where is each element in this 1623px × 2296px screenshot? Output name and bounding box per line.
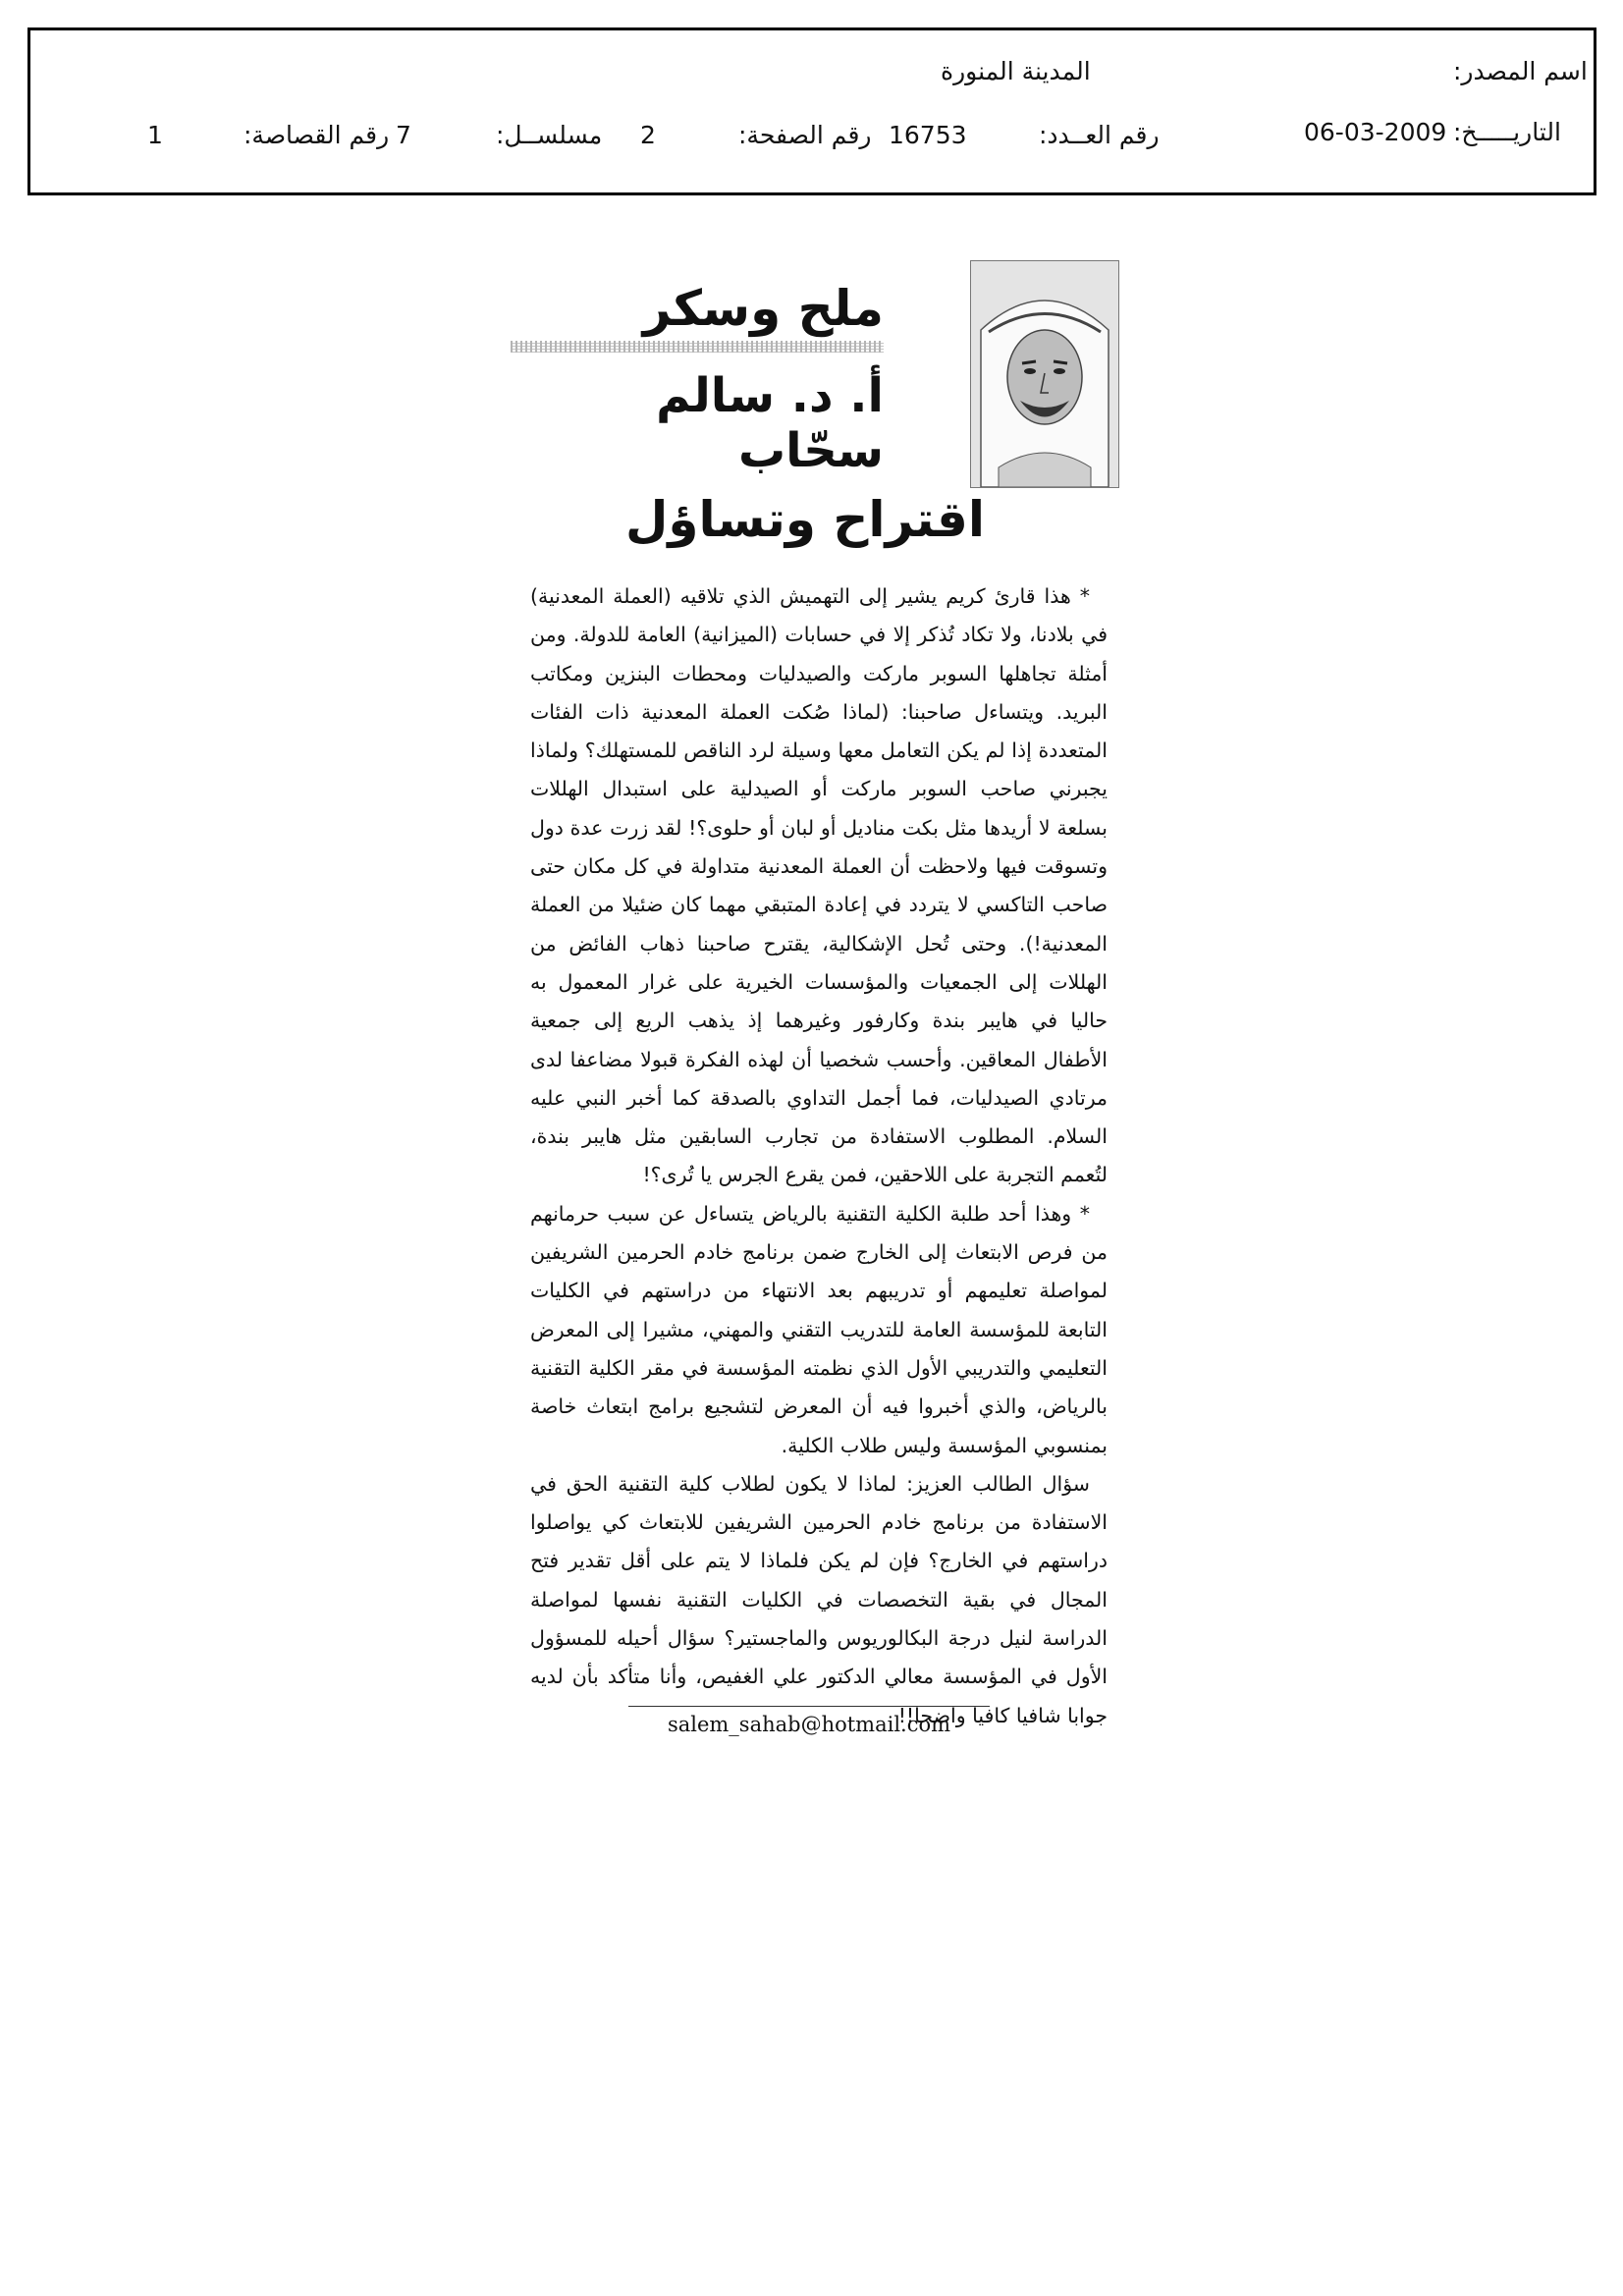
issue-value: 16753 — [889, 121, 967, 149]
serial-value: 7 — [396, 121, 411, 149]
issue-label: رقم العــدد: — [1039, 121, 1160, 149]
source-value: المدينة المنورة — [941, 57, 1091, 85]
serial-label: مسلســل: — [496, 121, 603, 149]
article-paragraph: * هذا قارئ كريم يشير إلى التهميش الذي تلاقيه (العملة المعدنية) في بلادنا، ولا تكاد تُذكر إلا في حسابات (الميزانية) العامة للدولة. ومن أمثلة تجاهلها السوبر ماركت والصيدليات ومحطات البنزين ومكاتب البريد. ويتساءل صاحبنا: (لماذا صُكت العملة المعدنية ذات الفئات المتعددة إذا لم يكن التعامل معها وسيلة لرد الناقص للمستهلك؟ ولماذا يجبرني صاحب السوبر ماركت أو الصيدلية على استبدال الهللات بسلعة لا أريدها مثل بكت مناديل أو لبان أو حلوى؟! لقد زرت عدة دول وتسوقت فيها ولاحظت أن العملة المعدنية متداولة في كل مكان حتى صاحب التاكسي لا يتردد في إعادة المتبقي مهما كان ضئيلا من العملة المعدنية!). وحتى تُحل الإشكالية، يقترح صاحبنا ذهاب الفائض من الهللات إلى الجمعيات والمؤسسات الخيرية على غرار المعمول به حاليا في هايبر بندة وكارفور وغيرهما إذ يذهب الريع إلى جمعية الأطفال المعاقين. وأحسب شخصيا أن لهذه الفكرة قبولا مضاعفا لدى مرتادي الصيدليات، فما أجمل التداوي بالصدقة كما أخبر النبي عليه السلام. المطلوب الاستفادة من تجارب السابقين مثل هايبر بندة، لتُعمم التجربة على اللاحقين، فمن يقرع الجرس يا تُرى؟! — [530, 584, 1108, 1187]
clipping-value: 1 — [147, 121, 163, 149]
date-value: 06-03-2009 — [1304, 118, 1447, 146]
decorative-dot-band — [511, 341, 884, 353]
article-paragraph: * وهذا أحد طلبة الكلية التقنية بالرياض يتساءل عن سبب حرمانهم من فرص الابتعاث إلى الخارج ضمن برنامج خادم الحرمين الشريفين لمواصلة تعليمهم أو تدريبهم بعد الانتهاء من دراستهم في الكليات التابعة للمؤسسة العامة للتدريب التقني والمهني، مشيرا إلى المعرض التعليمي والتدريبي الأول الذي نظمته المؤسسة في مقر الكلية التقنية بالرياض، والذي أخبروا فيه أن المعرض لتشجيع برامج ابتعاث خاصة بمنسوبي المؤسسة وليس طلاب الكلية. — [530, 1201, 1108, 1457]
page-value: 2 — [640, 121, 656, 149]
author-photo — [970, 260, 1119, 488]
signature-divider — [628, 1706, 990, 1707]
clipping-info-box — [27, 27, 1596, 195]
article-title: اقتراح وتساؤل — [625, 491, 985, 548]
date-label: التاريـــــخ: — [1453, 118, 1561, 146]
author-name: أ. د. سالم سحّاب — [656, 368, 884, 478]
page-label: رقم الصفحة: — [738, 121, 872, 149]
article-paragraph: سؤال الطالب العزيز: لماذا لا يكون لطلاب كلية التقنية الحق في الاستفادة من برنامج خادم الحرمين الشريفين للابتعاث كي يواصلوا دراستهم في الخارج؟ فإن لم يكن فلماذا لا يتم على أقل تقدير فتح المجال في بقية التخصصات في الكليات التقنية نفسها لمواصلة الدراسة لنيل درجة البكالوريوس والماجستير؟ سؤال أحيله للمسؤول الأول في المؤسسة معالي الدكتور علي الغفيص، وأنا متأكد بأن لديه جوابا شافيا كافيا واضحا!! — [530, 1471, 1108, 1727]
author-email: salem_sahab@hotmail.com — [667, 1713, 951, 1736]
source-label: اسم المصدر: — [1453, 57, 1588, 85]
article-body — [530, 577, 1108, 1735]
column-masthead — [511, 250, 1119, 496]
clipping-label: رقم القصاصة: — [243, 121, 390, 149]
column-name: ملح وسكر — [642, 280, 884, 337]
